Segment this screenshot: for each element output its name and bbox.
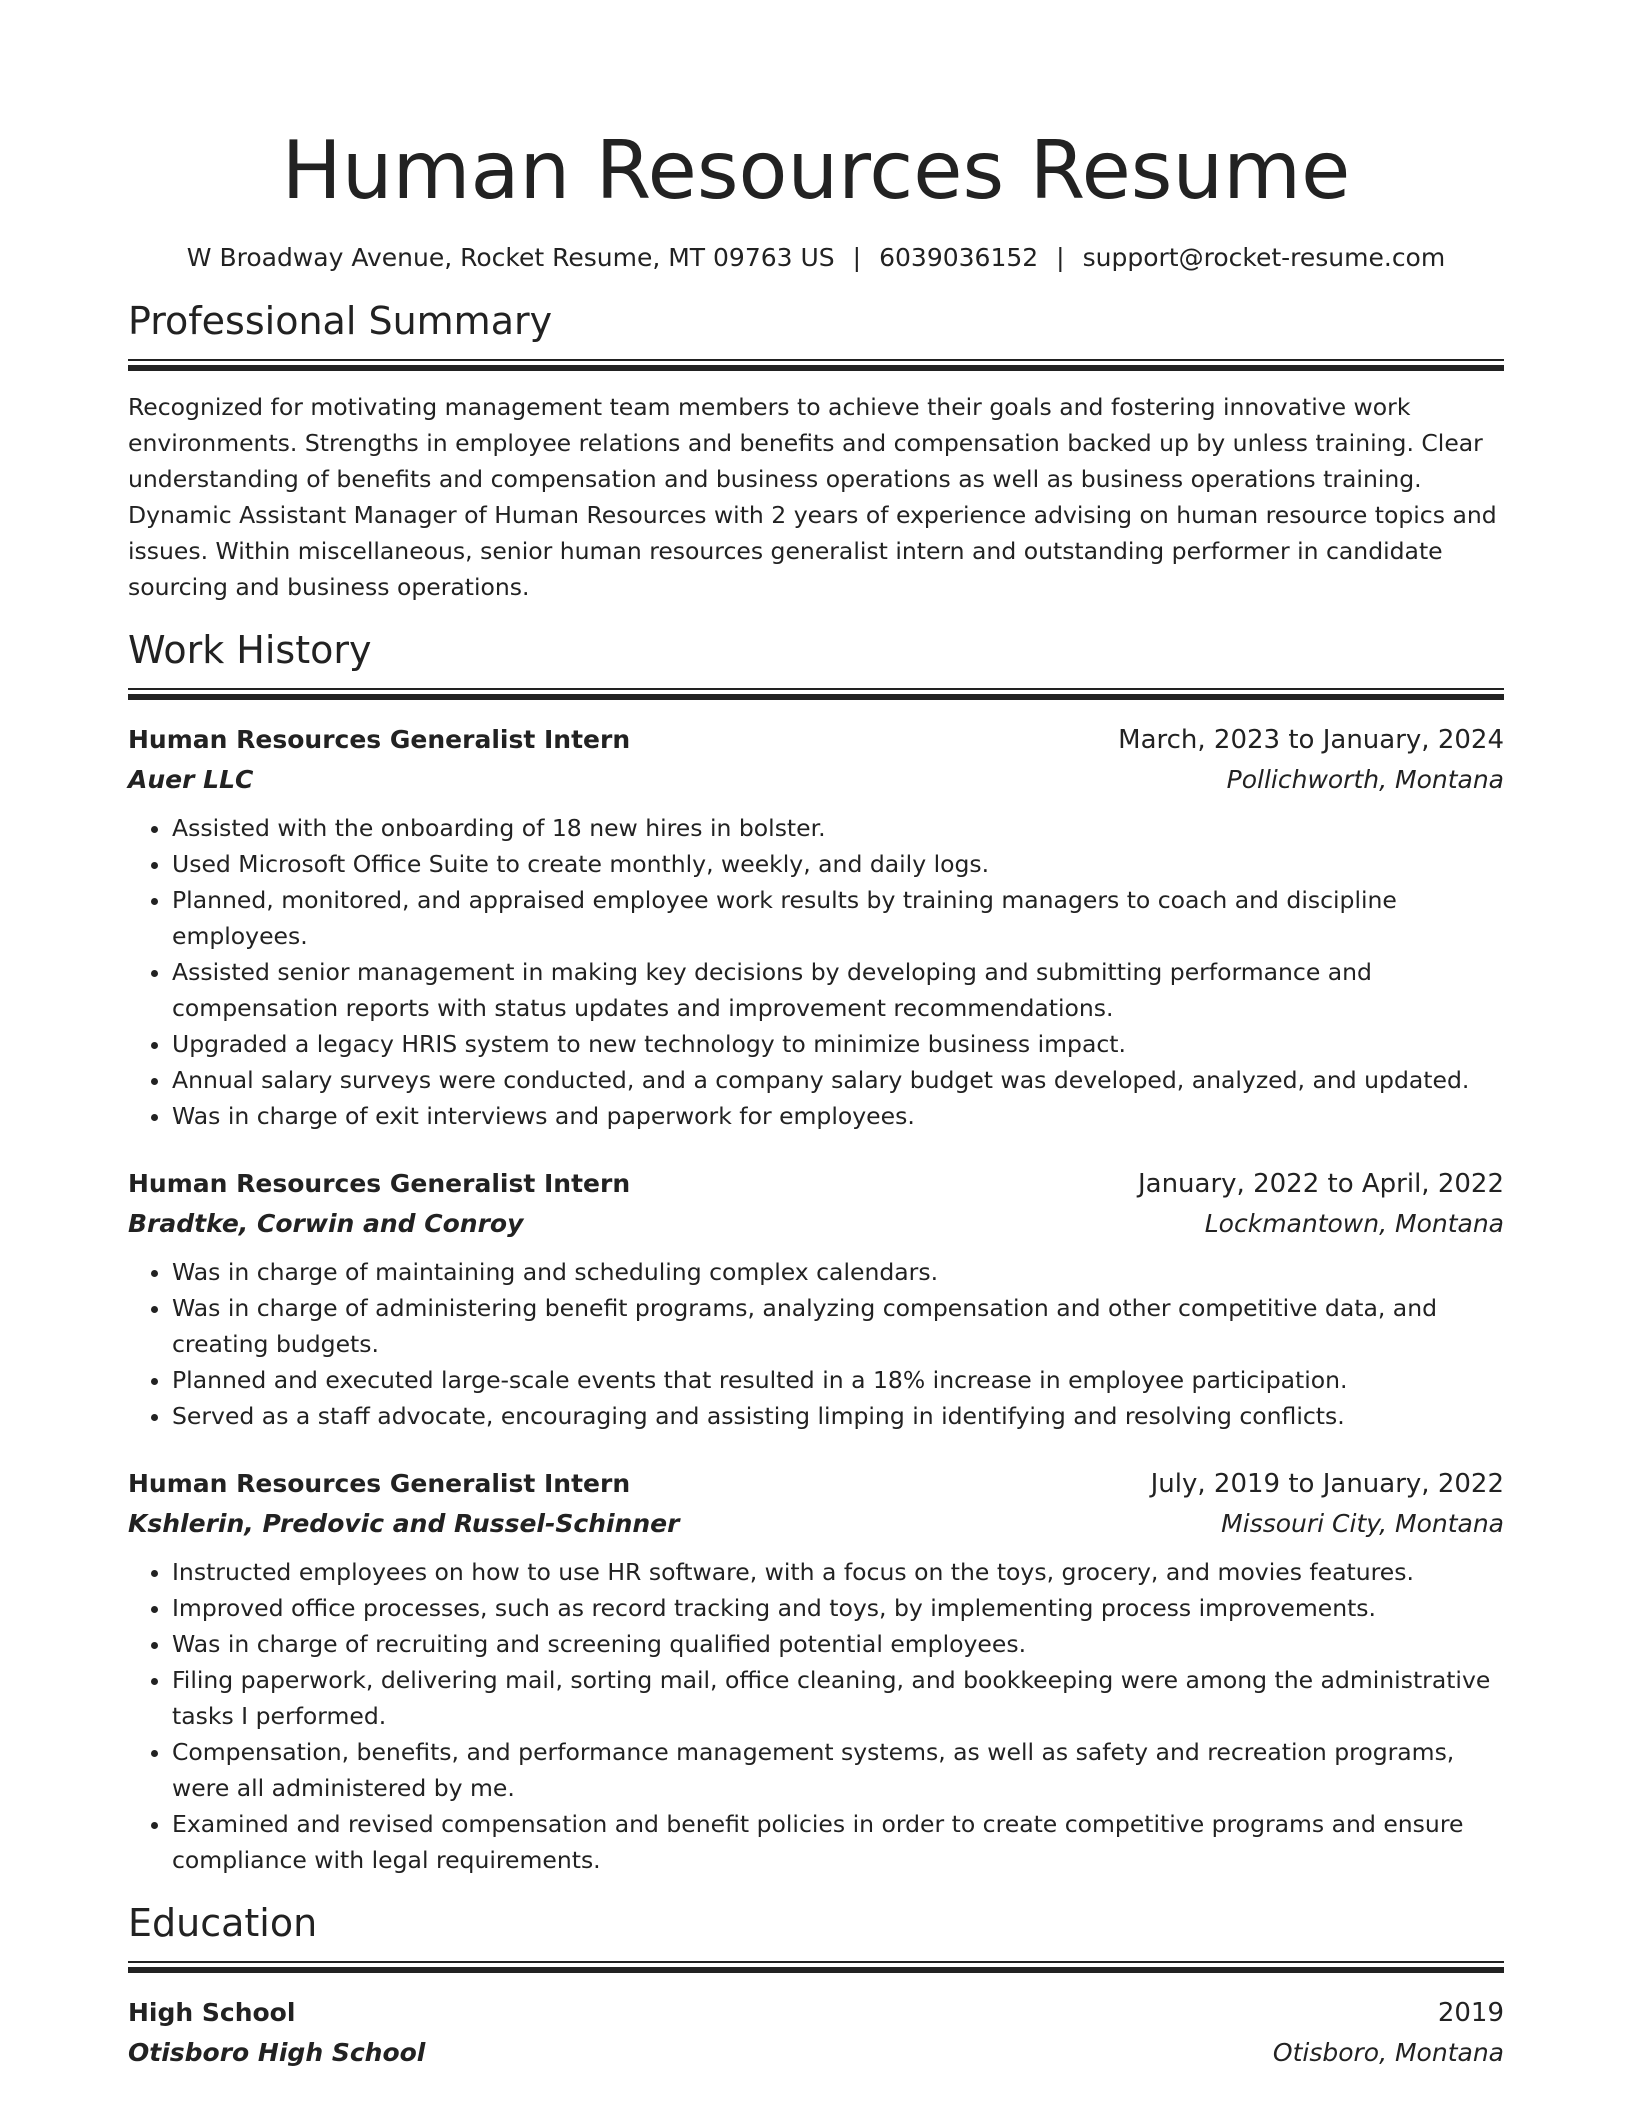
job-bullet: • Planned, monitored, and appraised employee work results by training managers to coach and discipline employees. [172,882,1504,954]
job-bullet: • Upgraded a legacy HRIS system to new technology to minimize business impact. [172,1026,1504,1062]
job-bullets [128,810,1504,1134]
work-history-heading: Work History [128,628,372,672]
job-bullet: • Was in charge of recruiting and screening qualified potential employees. [172,1626,1504,1662]
job-bullet: • Used Microsoft Office Suite to create monthly, weekly, and daily logs. [172,846,1504,882]
job-company: Auer LLC [128,765,254,794]
section-divider [128,359,1504,369]
contact-address: W Broadway Avenue, Rocket Resume, MT 09763 US [186,243,835,272]
job-bullet: • Was in charge of maintaining and scheduling complex calendars. [172,1254,1504,1290]
job-title: Human Resources Generalist Intern [128,1169,631,1198]
contact-separator: | [852,243,862,272]
job-dates: March, 2023 to January, 2024 [1118,725,1504,755]
summary-section [128,294,1504,605]
job-title: Human Resources Generalist Intern [128,725,631,754]
job-bullet: • Assisted senior management in making key decisions by developing and submitting performance and compensation reports with status updates and improvement recommendations. [172,954,1504,1026]
education-year: 2019 [1437,1998,1504,2028]
job-bullet: • Annual salary surveys were conducted, and a company salary budget was developed, analyzed, and updated. [172,1062,1504,1098]
contact-email: support@rocket-resume.com [1082,243,1446,272]
job-entry [128,1164,1504,1434]
education-heading: Education [128,1901,318,1945]
job-bullet: • Served as a staff advocate, encouraging and assisting limping in identifying and resolving conflicts. [172,1398,1504,1434]
job-location: Pollichworth, Montana [1226,765,1504,794]
education-school: Otisboro High School [128,2038,426,2067]
job-title: Human Resources Generalist Intern [128,1469,631,1498]
work-history-section [128,623,1504,1878]
education-location: Otisboro, Montana [1272,2038,1504,2067]
job-bullets [128,1254,1504,1434]
job-location: Lockmantown, Montana [1204,1209,1504,1238]
job-company: Kshlerin, Predovic and Russel-Schinner [128,1509,680,1538]
job-dates: January, 2022 to April, 2022 [1137,1169,1504,1199]
job-bullet: • Instructed employees on how to use HR software, with a focus on the toys, grocery, and movies features. [172,1554,1504,1590]
contact-phone: 6039036152 [879,243,1039,272]
job-bullet: • Planned and executed large-scale events that resulted in a 18% increase in employee participation. [172,1362,1504,1398]
job-bullet: • Examined and revised compensation and benefit policies in order to create competitive programs and ensure compliance with legal requirements. [172,1806,1504,1878]
education-section [128,1896,1504,2073]
education-entry [128,1993,1504,2073]
job-bullets [128,1554,1504,1878]
summary-heading: Professional Summary [128,299,553,343]
job-entry [128,720,1504,1134]
job-bullet: • Was in charge of exit interviews and paperwork for employees. [172,1098,1504,1134]
section-divider [128,1961,1504,1971]
education-degree: High School [128,1998,296,2027]
job-location: Missouri City, Montana [1221,1509,1504,1538]
contact-separator: | [1056,243,1065,272]
job-bullet: • Filing paperwork, delivering mail, sorting mail, office cleaning, and bookkeeping were among the administrative tasks I performed. [172,1662,1504,1734]
job-bullet: • Compensation, benefits, and performance management systems, as well as safety and recreation programs, were all administered by me. [172,1734,1504,1806]
summary-text: Recognized for motivating management team members to achieve their goals and fostering innovative work environments. Strengths in employee relations and benefits and compensation backed up by unless training. Clear understanding of benefits and compensation and business operations as well as business operations training. Dynamic Assistant Manager of Human Resources with 2 years of experience advising on human resource topics and issues. Within miscellaneous, senior human resources generalist intern and outstanding performer in candidate sourcing and business operations. [128,393,1497,601]
section-divider [128,688,1504,698]
contact-line [128,240,1504,276]
job-dates: July, 2019 to January, 2022 [1150,1469,1504,1499]
job-entry [128,1464,1504,1878]
job-bullet: • Was in charge of administering benefit programs, analyzing compensation and other competitive data, and creating budgets. [172,1290,1504,1362]
job-company: Bradtke, Corwin and Conroy [128,1209,524,1238]
resume-title: Human Resources Resume [281,124,1351,217]
job-bullet: • Improved office processes, such as record tracking and toys, by implementing process improvements. [172,1590,1504,1626]
job-bullet: • Assisted with the onboarding of 18 new hires in bolster. [172,810,1504,846]
